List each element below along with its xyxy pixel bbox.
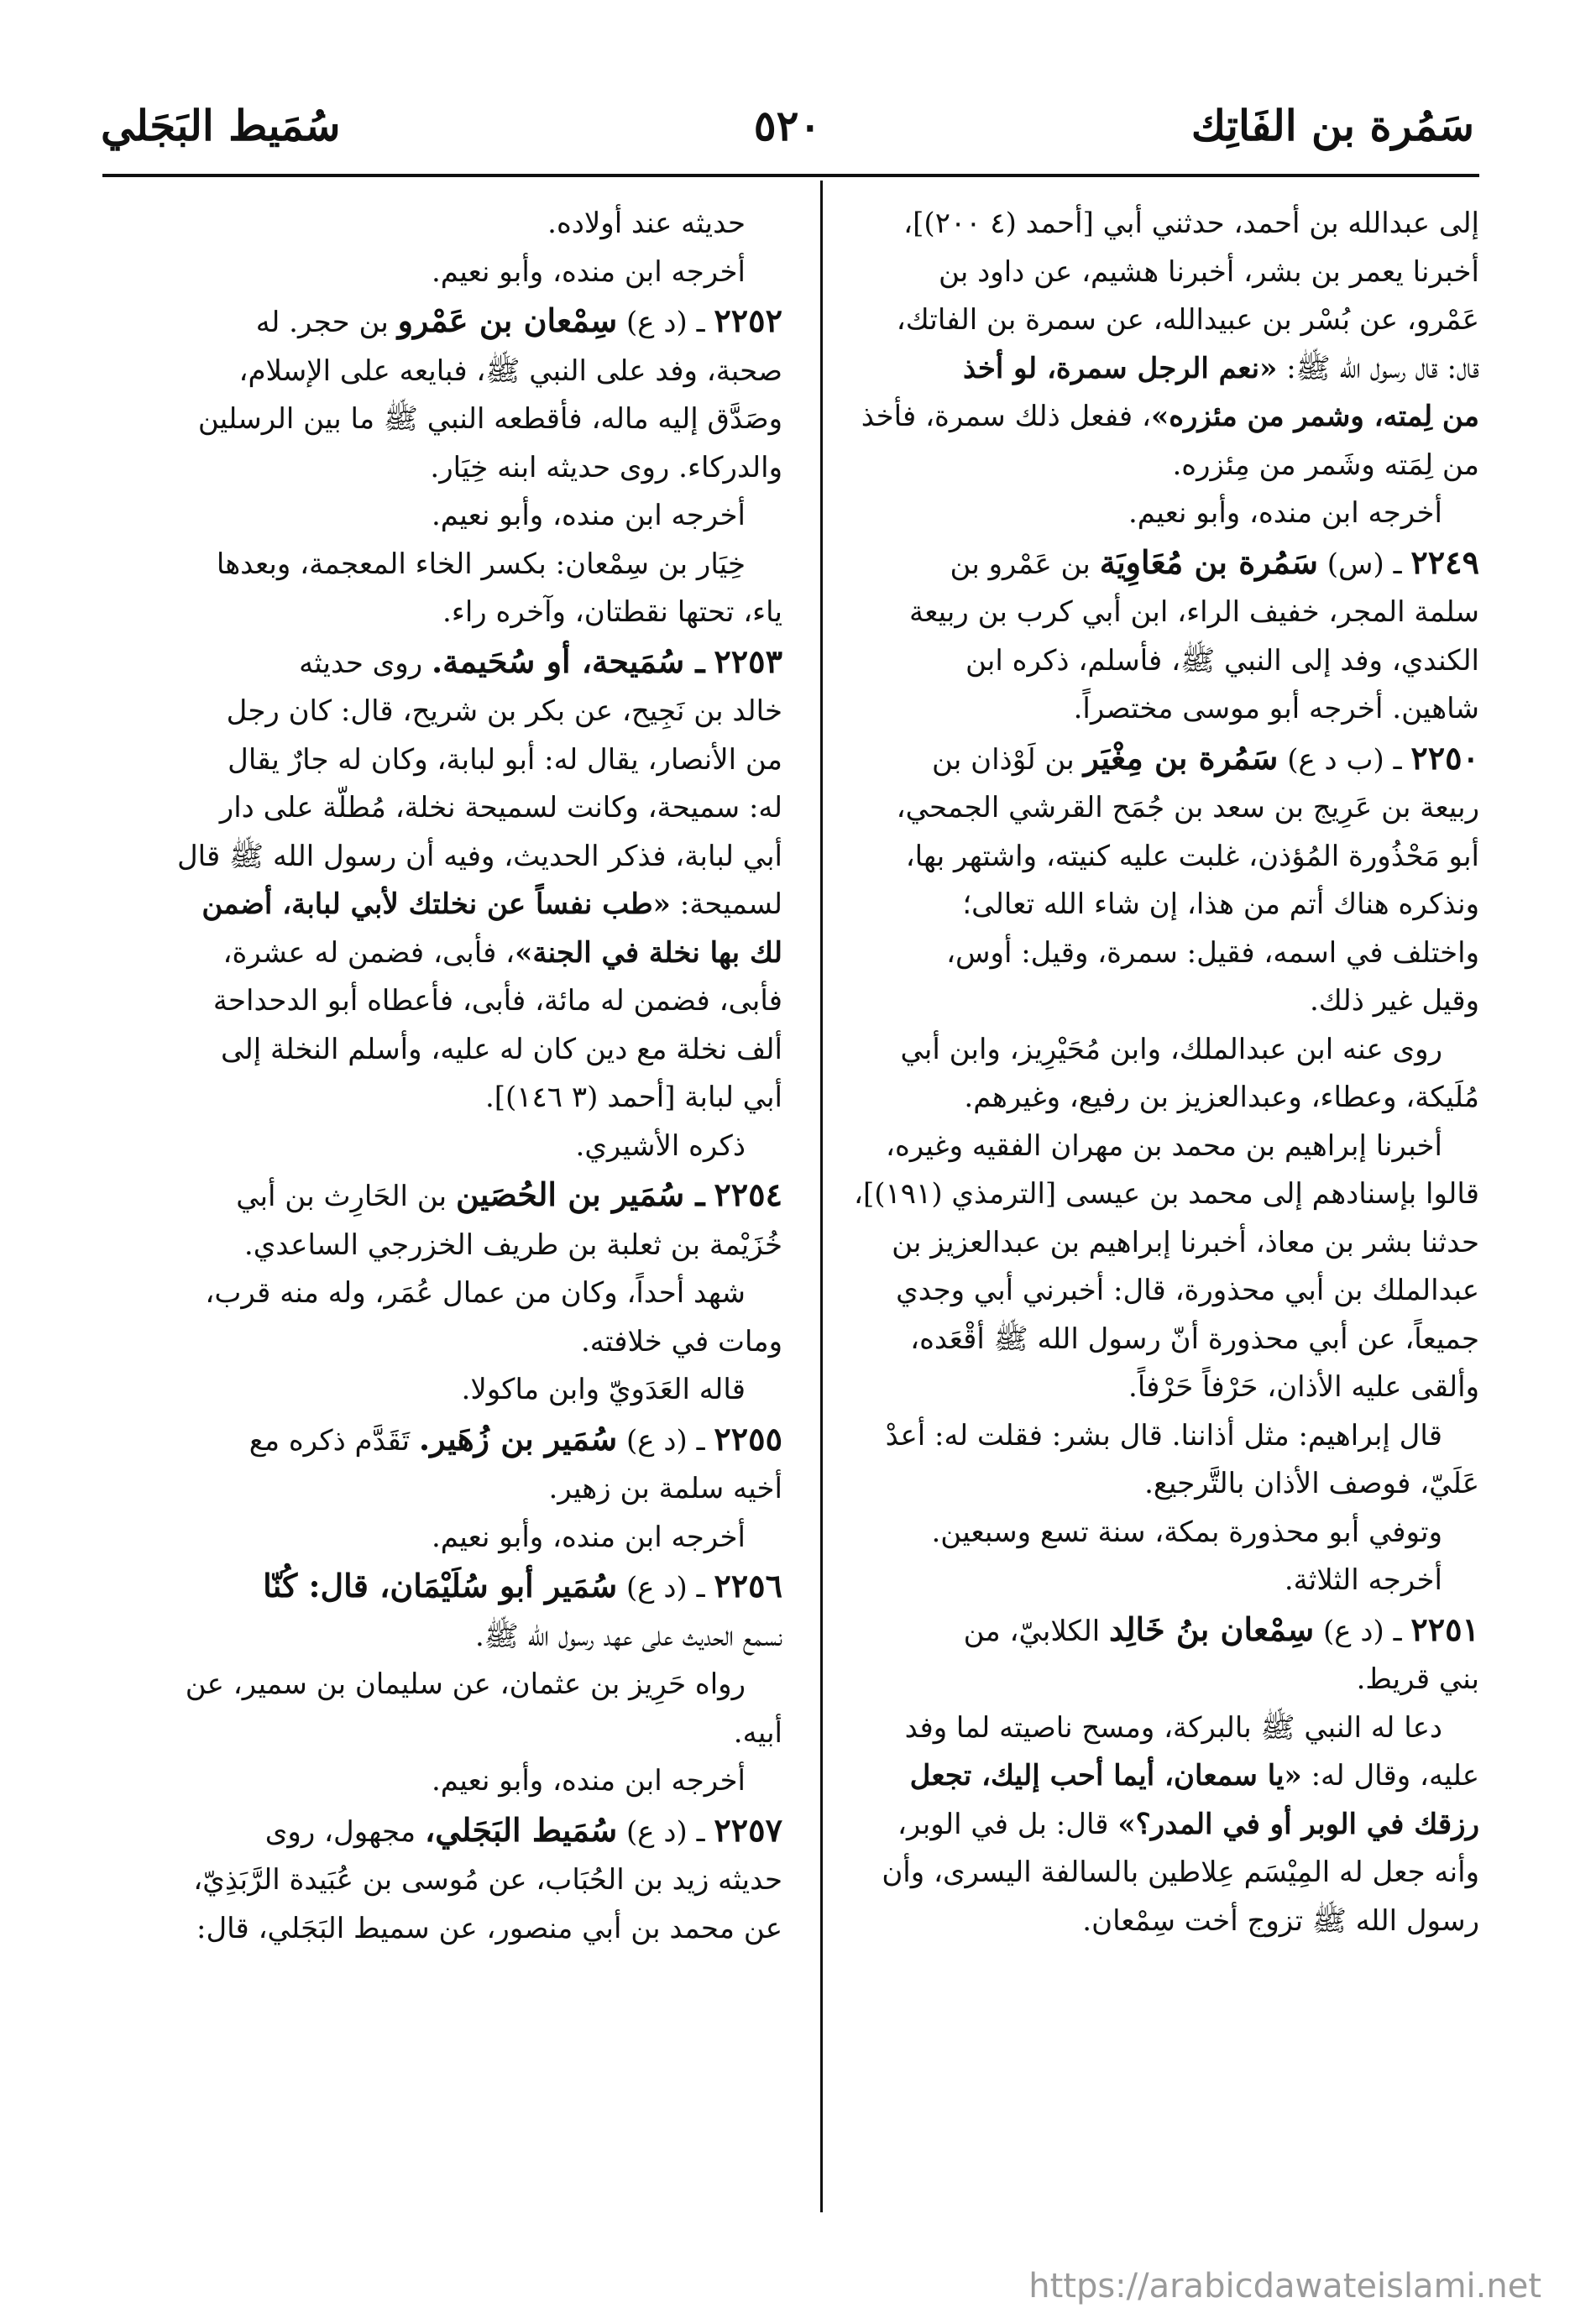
text-line: خِيَار بن سِمْعان: بكسر الخاء المعجمة، وبعدها bbox=[216, 547, 746, 581]
entry-2253-heading bbox=[102, 637, 782, 688]
entry-2256-heading bbox=[102, 1562, 782, 1613]
text-line: رواه حَرِيز بن عثمان، عن سليمان بن سمير، عن bbox=[185, 1667, 746, 1701]
text-line: قال إبراهيم: مثل أذاننا. قال بشر: فقلت له: أعدْ bbox=[885, 1418, 1442, 1452]
source-watermark: https://arabicdawateislami.net bbox=[1028, 2267, 1541, 2306]
entry-2257-heading bbox=[102, 1806, 782, 1857]
text-line: واختلف في اسمه، فقيل: سمرة، وقيل: أوس، bbox=[946, 935, 1479, 970]
entry-code: ـ (د ع) bbox=[1323, 1614, 1402, 1648]
text-line: أخرجه الثلاثة. bbox=[1284, 1563, 1442, 1597]
text-line: أخبرنا إبراهيم بن محمد بن مهران الفقيه وغيره، bbox=[886, 1128, 1442, 1163]
entry-2250-heading bbox=[799, 734, 1479, 785]
text-run: روى حديثه bbox=[299, 646, 423, 680]
text-line: نسمع الحديث على عهد رسول الله ﷺ. bbox=[474, 1619, 782, 1653]
text-line: أخرجه ابن منده، وأبو نعيم. bbox=[431, 1764, 746, 1798]
hadith-quote: «نعم الرجل سمرة، لو أخذ bbox=[963, 351, 1278, 385]
text-line: أخرجه ابن منده، وأبو نعيم. bbox=[1128, 496, 1442, 530]
text-line: من لِمَته وشَمر من مِئزره. bbox=[1172, 448, 1479, 482]
entry-code: ـ (ب د ع) bbox=[1287, 742, 1402, 777]
text-line: ذكره الأشيري. bbox=[575, 1128, 746, 1163]
text-line: حدثنا بشر بن معاذ، أخبرنا إبراهيم بن عبدالعزيز بن bbox=[892, 1225, 1479, 1259]
entry-name: سِمْعان بنُ خَالِد bbox=[1109, 1610, 1315, 1648]
text-run: الكلابيّ، من bbox=[963, 1614, 1101, 1648]
text-line: شهد أحداً، وكان من عمال عُمَر، وله منه قرب، bbox=[205, 1276, 746, 1310]
entry-2251-heading bbox=[799, 1605, 1479, 1657]
text-line: روى عنه ابن عبدالملك، وابن مُحَيْرِيز، وابن أبي bbox=[900, 1032, 1442, 1066]
text-line: الكندي، وفد إلى النبي ﷺ، فأسلم، ذكره ابن bbox=[965, 643, 1479, 678]
entry-name: ـ سُمَير بن الحُصَين bbox=[455, 1175, 705, 1213]
text-line: أخبرنا يعمر بن بشر، أخبرنا هشيم، عن داود بن bbox=[938, 254, 1479, 289]
page-number: ٥٢٠ bbox=[753, 101, 822, 150]
text-line: رسول الله ﷺ تزوج أخت سِمْعان. bbox=[1082, 1903, 1479, 1938]
hadith-quote: «يا سمعان، أيما أحب إليك، تجعل bbox=[909, 1759, 1302, 1793]
text-line: أبيه. bbox=[733, 1715, 782, 1750]
text-line: حديثه عند أولاده. bbox=[547, 207, 746, 240]
entry-name: سِمْعان بن عَمْرو bbox=[397, 301, 618, 339]
entry-code: ـ (د ع) bbox=[626, 1423, 705, 1458]
text-line: وصَدَّق إليه ماله، فأقطعه النبي ﷺ ما بين الرسلين bbox=[197, 402, 782, 436]
text-line: وتوفي أبو محذورة بمكة، سنة تسع وسبعين. bbox=[931, 1515, 1442, 1549]
text-line: عبدالملك بن أبي محذورة، قال: أخبرني أبي وجدي bbox=[896, 1274, 1479, 1307]
text-line: فأبى، فضمن له مائة، فأبى، فأعطاه أبو الدحداحة bbox=[212, 984, 782, 1018]
hadith-quote: «طب نفساً عن نخلتك لأبي لبابة، أضمن bbox=[201, 887, 671, 921]
entry-2255-heading bbox=[102, 1415, 782, 1466]
text-line: سلمة المجر، خفيف الراء، ابن أبي كرب بن ربيعة bbox=[909, 595, 1479, 629]
text-run: بن الحَارِث بن أبي bbox=[236, 1180, 447, 1213]
entry-name: سُمَير بن زُهَير. bbox=[418, 1419, 618, 1458]
text-line bbox=[799, 1752, 1479, 1801]
text-line bbox=[799, 345, 1479, 394]
text-line: له: سميحة، وكانت لسميحة نخلة، مُطلّة على دار bbox=[219, 791, 782, 824]
text-run: مجهول، روى bbox=[264, 1814, 416, 1849]
text-line: أخرجه ابن منده، وأبو نعيم. bbox=[431, 254, 746, 289]
text-line: إلى عبدالله بن أحمد، حدثني أبي [أحمد (٤ ٢٠٠)]، bbox=[903, 207, 1479, 240]
entry-number: ٢٢٥٥ bbox=[714, 1419, 782, 1458]
entry-number: ٢٢٥٤ bbox=[714, 1175, 782, 1213]
text-line bbox=[102, 929, 782, 978]
entry-code: ـ (س) bbox=[1326, 547, 1402, 581]
header-rule bbox=[102, 174, 1479, 177]
entry-name: ـ سُمَيحة، أو سُحَيمة. bbox=[431, 641, 705, 680]
text-line: وقيل غير ذلك. bbox=[1309, 984, 1479, 1018]
entry-name: سَمُرة بن مُعَاوِيَة bbox=[1099, 542, 1318, 581]
text-line: شاهين. أخرجه أبو موسى مختصراً. bbox=[1073, 692, 1479, 725]
text-line: خُزَيْمة بن ثعلبة بن طريف الخزرجي الساعدي. bbox=[243, 1227, 782, 1262]
entry-number: ٢٢٥٠ bbox=[1410, 738, 1479, 777]
entry-2252-heading bbox=[102, 296, 782, 348]
text-line: ونذكره هناك أتم من هذا، إن شاء الله تعالى؛ bbox=[962, 887, 1479, 921]
text-line: صحبة، وفد على النبي ﷺ، فبايعه على الإسلام، bbox=[238, 353, 782, 388]
text-line: أبو مَحْذُورة المُؤذن، غلبت عليه كنيته، واشتهر بها، bbox=[905, 839, 1479, 873]
text-run: تَقَدَّم ذكره مع bbox=[249, 1423, 411, 1458]
text-line: وأنه جعل له المِيْسَم عِلاطين بالسالفة اليسرى، وأن bbox=[882, 1856, 1479, 1889]
entry-code: ـ (د ع) bbox=[626, 1571, 705, 1604]
entry-number: ٢٢٥٣ bbox=[714, 641, 782, 680]
entry-name: سُمَير أبو سُلَيْمَان، قال: كُنّا bbox=[263, 1567, 618, 1604]
text-line: ياء، تحتها نقطتان، وآخره راء. bbox=[442, 595, 782, 629]
entry-number: ٢٢٤٩ bbox=[1410, 542, 1479, 581]
entry-code: ـ (د ع) bbox=[626, 306, 705, 339]
entry-number: ٢٢٥٦ bbox=[714, 1567, 782, 1604]
entry-code: ـ (د ع) bbox=[626, 1814, 705, 1849]
text-line: عَمْرو، عن بُسْر بن عبيدالله، عن سمرة بن الفاتك، bbox=[896, 303, 1479, 337]
text-line: حديثه زيد بن الحُبَاب، عن مُوسى بن عُبَيدة الرَّبَذِيّ، bbox=[193, 1863, 782, 1897]
text-run: ، فأبى، فضمن له عشرة، bbox=[222, 935, 515, 970]
text-line: وألقى عليه الأذان، حَرْفاً حَرْفاً. bbox=[1128, 1370, 1479, 1404]
text-line: قاله العَدَويّ وابن ماكولا. bbox=[461, 1373, 746, 1406]
hadith-quote: رزقك في الوبر أو في المدر؟» bbox=[1117, 1807, 1479, 1841]
text-run: قال: بل في الوبر، bbox=[897, 1807, 1109, 1841]
text-line: ربيعة بن عَرِيج بن سعد بن جُمَح القرشي الجمحي، bbox=[896, 791, 1479, 824]
text-run: بن لَوْذان بن bbox=[931, 742, 1075, 777]
text-line: أخرجه ابن منده، وأبو نعيم. bbox=[431, 499, 746, 532]
entry-2254-heading bbox=[102, 1170, 782, 1222]
text-run: ، ففعل ذلك سمرة، فأخذ bbox=[861, 400, 1151, 433]
entry-number: ٢٢٥١ bbox=[1410, 1610, 1479, 1648]
entry-2249-heading bbox=[799, 538, 1479, 589]
text-run: قال: قال رسول الله ﷺ: bbox=[1286, 351, 1479, 385]
text-line: جميعاً، عن أبي محذورة أنّ رسول الله ﷺ أقْعَده، bbox=[910, 1322, 1479, 1356]
text-run: بن حجر. له bbox=[255, 306, 389, 339]
text-line: أخيه سلمة بن زهير. bbox=[548, 1472, 782, 1505]
text-line bbox=[102, 881, 782, 929]
entry-number: ٢٢٥٢ bbox=[714, 301, 782, 339]
text-line: دعا له النبي ﷺ بالبركة، ومسح ناصيته لما وفد bbox=[904, 1710, 1442, 1745]
hadith-quote: من لِمته، وشمر من مئزره» bbox=[1150, 400, 1479, 433]
entry-name: سُمَيط البَجَلي، bbox=[424, 1810, 618, 1849]
text-line: خالد بن نَجِيح، عن بكر بن شريح، قال: كان رجل bbox=[226, 694, 782, 728]
text-run: لسميحة: bbox=[679, 887, 782, 921]
text-line bbox=[799, 1801, 1479, 1850]
text-line: ألف نخلة مع دين كان له عليه، وأسلم النخلة إلى bbox=[221, 1032, 782, 1066]
text-run: عليه، وقال له: bbox=[1311, 1759, 1479, 1793]
left-column bbox=[102, 200, 782, 1953]
text-line: أبي لبابة، فذكر الحديث، وفيه أن رسول الله ﷺ قال bbox=[176, 839, 782, 873]
text-line: ومات في خلافته. bbox=[580, 1324, 782, 1358]
running-title-right: سَمُرة بن الفَاتِك bbox=[1190, 101, 1474, 150]
text-line: مُلَيكة، وعطاء، وعبدالعزيز بن رفيع، وغيرهم. bbox=[964, 1081, 1479, 1114]
text-line: أخرجه ابن منده، وأبو نعيم. bbox=[431, 1520, 746, 1554]
text-line: عن محمد بن أبي منصور، عن سميط البَجَلي، قال: bbox=[196, 1911, 782, 1945]
text-line: عَلَيّ، فوصف الأذان بالتَّرجيع. bbox=[1144, 1467, 1479, 1500]
text-line: بني قريط. bbox=[1356, 1662, 1479, 1696]
text-line: قالوا بإسنادهم إلى محمد بن عيسى [الترمذي (١٩١)]، bbox=[854, 1177, 1479, 1211]
text-line: والدركاء. روى حديثه ابنه خِيَار. bbox=[430, 450, 782, 484]
right-column bbox=[799, 200, 1479, 1945]
text-run: بن عَمْرو بن bbox=[950, 547, 1091, 581]
entry-name: سَمُرة بن مِغْيَر bbox=[1083, 738, 1279, 777]
text-line bbox=[799, 393, 1479, 442]
page-header bbox=[101, 101, 1474, 168]
hadith-quote: لك بها نخلة في الجنة» bbox=[515, 935, 782, 970]
text-line: أبي لبابة [أحمد (٣ ١٤٦)]. bbox=[484, 1081, 782, 1114]
entry-number: ٢٢٥٧ bbox=[714, 1810, 782, 1849]
text-line: من الأنصار، يقال له: أبو لبابة، وكان له جارٌ يقال bbox=[228, 742, 782, 777]
running-title-left: سُمَيط البَجَلي bbox=[101, 101, 341, 150]
